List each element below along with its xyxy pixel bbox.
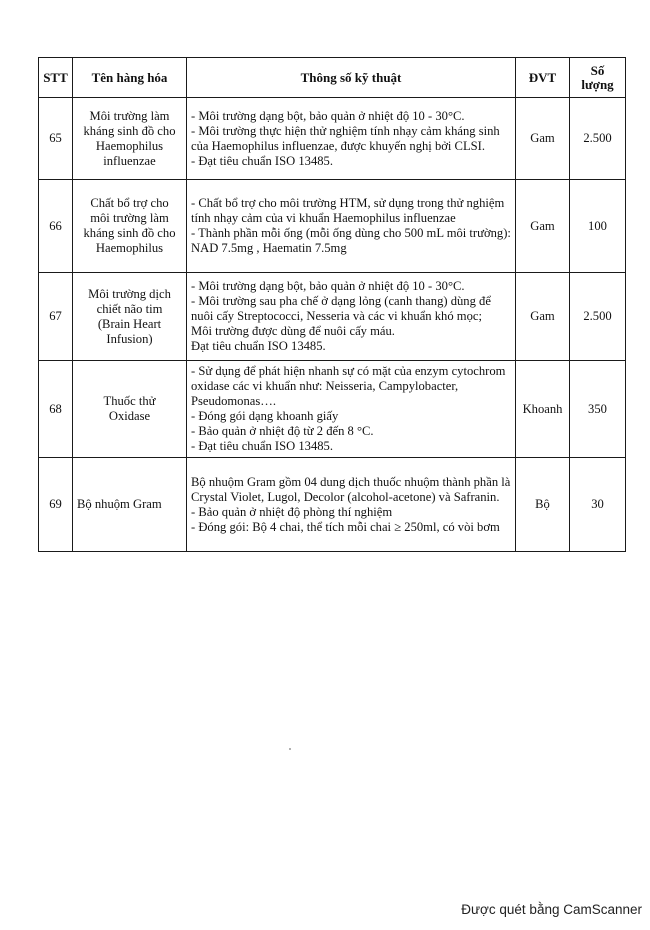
spec-line: - Sử dụng để phát hiện nhanh sự có mặt của enzym cytochrom oxidase các vi khuẩn như: Neisseria, Campylobacter, Pseudomonas…. (191, 364, 506, 408)
header-stt: STT (39, 58, 73, 98)
spec-line: - Thành phần mỗi ống (mỗi ống dùng cho 500 mL môi trường): NAD 7.5mg , Haematin 7.5mg (191, 226, 511, 255)
cell-spec (187, 361, 516, 458)
item-name-line: Môi trường dịch (88, 286, 171, 301)
cell-quantity: 2.500 (570, 273, 626, 361)
cell-item-name (73, 180, 187, 273)
item-name-line: Chất bổ trợ cho (90, 196, 169, 210)
spec-line: - Đạt tiêu chuẩn ISO 13485. (191, 153, 333, 168)
scan-speck (289, 748, 291, 750)
table-row (39, 458, 626, 552)
table-row (39, 180, 626, 273)
item-name-line: (Brain Heart (97, 316, 162, 331)
spec-line: Đạt tiêu chuẩn ISO 13485. (191, 339, 326, 353)
item-name-line: Oxidase (108, 409, 151, 423)
table-row (39, 273, 626, 361)
cell-spec (187, 458, 516, 552)
cell-item-name (73, 361, 187, 458)
cell-spec (187, 98, 516, 180)
cell-unit: Bộ (516, 458, 570, 552)
item-name-line: kháng sinh đồ cho (83, 123, 176, 138)
cell-item-name (73, 273, 187, 361)
cell-spec (187, 273, 516, 361)
item-name-line: chiết não tim (96, 301, 163, 316)
spec-line: - Môi trường thực hiện thử nghiệm tính nhạy cảm kháng sinh của Haemophilus influenzae, được khuyến nghị bởi CLSI. (191, 123, 500, 153)
camscanner-footer: Được quét bằng CamScanner (461, 902, 642, 917)
cell-quantity: 2.500 (570, 98, 626, 180)
item-name-line: Thuốc thử (103, 394, 156, 408)
item-name-line: Bộ nhuộm Gram (77, 497, 162, 511)
item-name-line: Infusion) (106, 331, 153, 346)
table-row (39, 361, 626, 458)
header-spec: Thông số kỹ thuật (187, 58, 516, 98)
spec-line: - Môi trường sau pha chế ở dạng lỏng (canh thang) dùng để nuôi cấy Streptococci, Nesseria và các vi khuẩn khó mọc; (191, 294, 491, 323)
cell-quantity: 30 (570, 458, 626, 552)
cell-stt: 65 (39, 98, 73, 180)
spec-line: - Bảo quản ở nhiệt độ từ 2 đến 8 °C. (191, 424, 374, 438)
item-name-line: Haemophilus (95, 138, 164, 153)
spec-line: - Môi trường dạng bột, bảo quản ở nhiệt độ 10 - 30°C. (191, 279, 465, 293)
cell-quantity: 350 (570, 361, 626, 458)
cell-stt: 66 (39, 180, 73, 273)
cell-stt: 68 (39, 361, 73, 458)
cell-unit: Khoanh (516, 361, 570, 458)
cell-item-name (73, 98, 187, 180)
cell-spec (187, 180, 516, 273)
spec-table (38, 57, 626, 552)
header-unit: ĐVT (516, 58, 570, 98)
cell-unit: Gam (516, 180, 570, 273)
item-name-line: Haemophilus (95, 241, 164, 255)
cell-unit: Gam (516, 273, 570, 361)
spec-line: - Đóng gói: Bộ 4 chai, thể tích mỗi chai ≥ 250ml, có vòi bơm (191, 519, 500, 534)
spec-line: - Đóng gói dạng khoanh giấy (191, 409, 339, 423)
header-quantity: Số lượng (570, 58, 626, 98)
table-header-row (39, 58, 626, 98)
cell-stt: 67 (39, 273, 73, 361)
cell-quantity: 100 (570, 180, 626, 273)
item-name-line: môi trường làm (90, 211, 169, 225)
table-row (39, 98, 626, 180)
spec-line: - Môi trường dạng bột, bảo quản ở nhiệt độ 10 - 30°C. (191, 108, 465, 123)
cell-stt: 69 (39, 458, 73, 552)
spec-line: Môi trường được dùng để nuôi cấy máu. (191, 324, 395, 338)
header-item-name: Tên hàng hóa (73, 58, 187, 98)
item-name-line: Môi trường làm (89, 108, 170, 123)
spec-line: - Chất bổ trợ cho môi trường HTM, sử dụng trong thử nghiệm tính nhạy cảm của vi khuẩn Haemophilus influenzae (191, 196, 505, 225)
spec-line: - Bảo quản ở nhiệt độ phòng thí nghiệm (191, 504, 393, 519)
spec-line: - Đạt tiêu chuẩn ISO 13485. (191, 439, 333, 453)
item-name-line: kháng sinh đồ cho (83, 226, 176, 240)
cell-unit: Gam (516, 98, 570, 180)
spec-line: Bộ nhuộm Gram gồm 04 dung dịch thuốc nhuộm thành phần là Crystal Violet, Lugol, Decolor (alcohol-acetone) và Safranin. (191, 474, 511, 504)
cell-item-name (73, 458, 187, 552)
item-name-line: influenzae (103, 153, 156, 168)
